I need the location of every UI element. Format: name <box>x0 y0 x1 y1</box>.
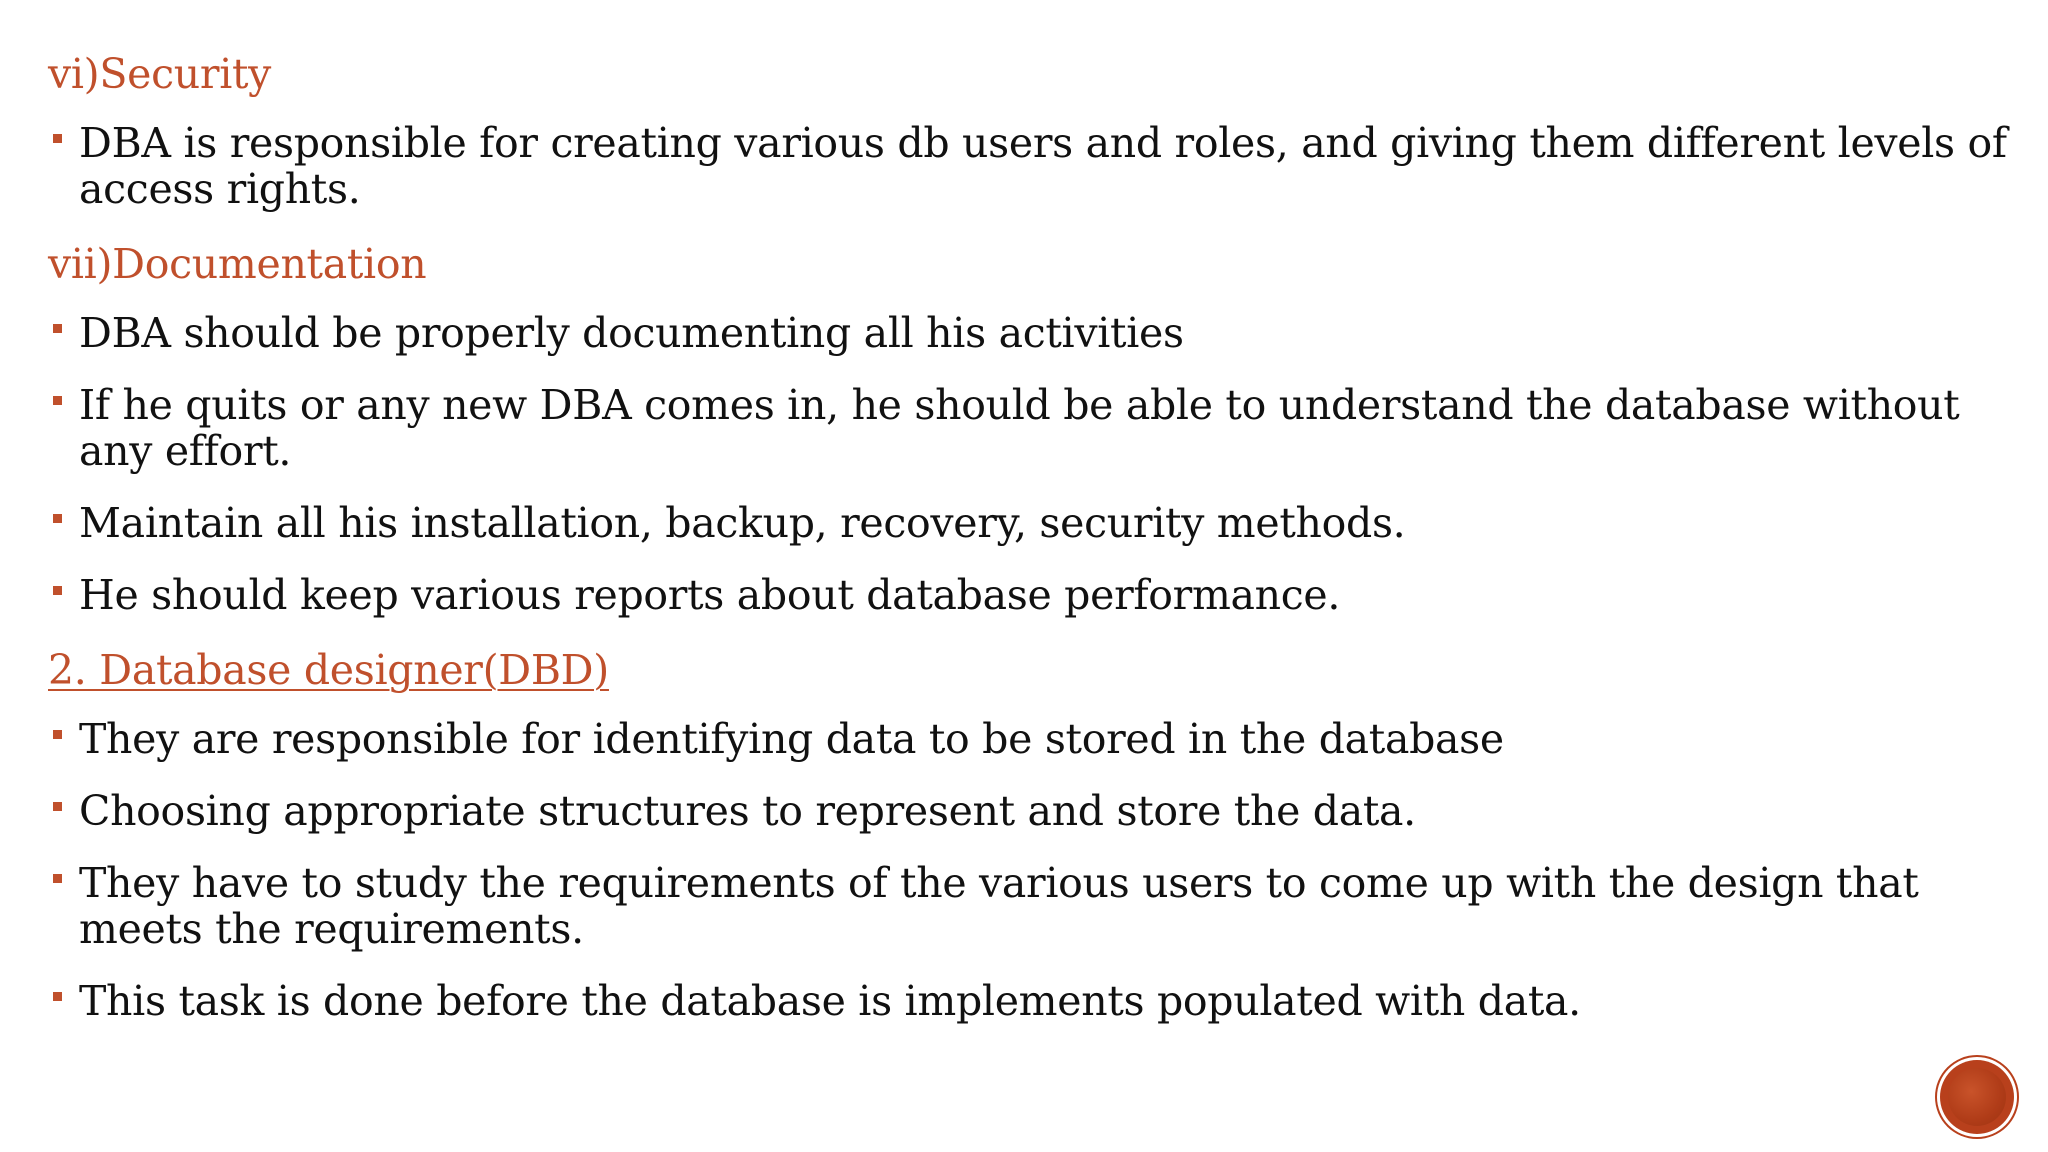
bullet-text: This task is done before the database is implements populated with data. <box>79 977 1581 1025</box>
list-item <box>48 788 2008 834</box>
square-bullet-icon <box>53 396 62 405</box>
square-bullet-icon <box>53 586 62 595</box>
square-bullet-icon <box>53 992 62 1001</box>
list-item <box>48 716 2008 762</box>
section-heading: vii)Documentation <box>48 240 427 288</box>
bullet-list <box>48 120 2008 212</box>
square-bullet-icon <box>53 514 62 523</box>
bullet-text: Maintain all his installation, backup, recovery, security methods. <box>79 499 1406 547</box>
bullet-list <box>48 716 2008 1024</box>
bullet-text: They have to study the requirements of the various users to come up with the design that meets the requirements. <box>79 859 1919 953</box>
bullet-text: If he quits or any new DBA comes in, he should be able to understand the database without any effort. <box>79 381 1960 475</box>
slide-content <box>48 48 2008 1050</box>
circle-badge-icon <box>1940 1060 2014 1134</box>
section-database-designer <box>48 644 2008 1024</box>
list-item <box>48 382 2008 474</box>
square-bullet-icon <box>53 324 62 333</box>
section-security <box>48 48 2008 212</box>
square-bullet-icon <box>53 802 62 811</box>
list-item <box>48 572 2008 618</box>
bullet-list <box>48 310 2008 618</box>
badge-inner <box>1948 1068 2006 1126</box>
bullet-text: DBA should be properly documenting all his activities <box>79 309 1184 357</box>
square-bullet-icon <box>53 730 62 739</box>
bullet-text: Choosing appropriate structures to represent and store the data. <box>79 787 1416 835</box>
list-item <box>48 860 2008 952</box>
list-item <box>48 310 2008 356</box>
bullet-text: He should keep various reports about database performance. <box>79 571 1341 619</box>
section-heading: vi)Security <box>48 50 272 98</box>
section-heading: 2. Database designer(DBD) <box>48 646 609 694</box>
list-item <box>48 120 2008 212</box>
bullet-text: They are responsible for identifying data to be stored in the database <box>79 715 1504 763</box>
section-documentation <box>48 238 2008 618</box>
square-bullet-icon <box>53 134 62 143</box>
square-bullet-icon <box>53 874 62 883</box>
bullet-text: DBA is responsible for creating various db users and roles, and giving them different levels of access rights. <box>79 119 2007 213</box>
list-item <box>48 500 2008 546</box>
list-item <box>48 978 2008 1024</box>
